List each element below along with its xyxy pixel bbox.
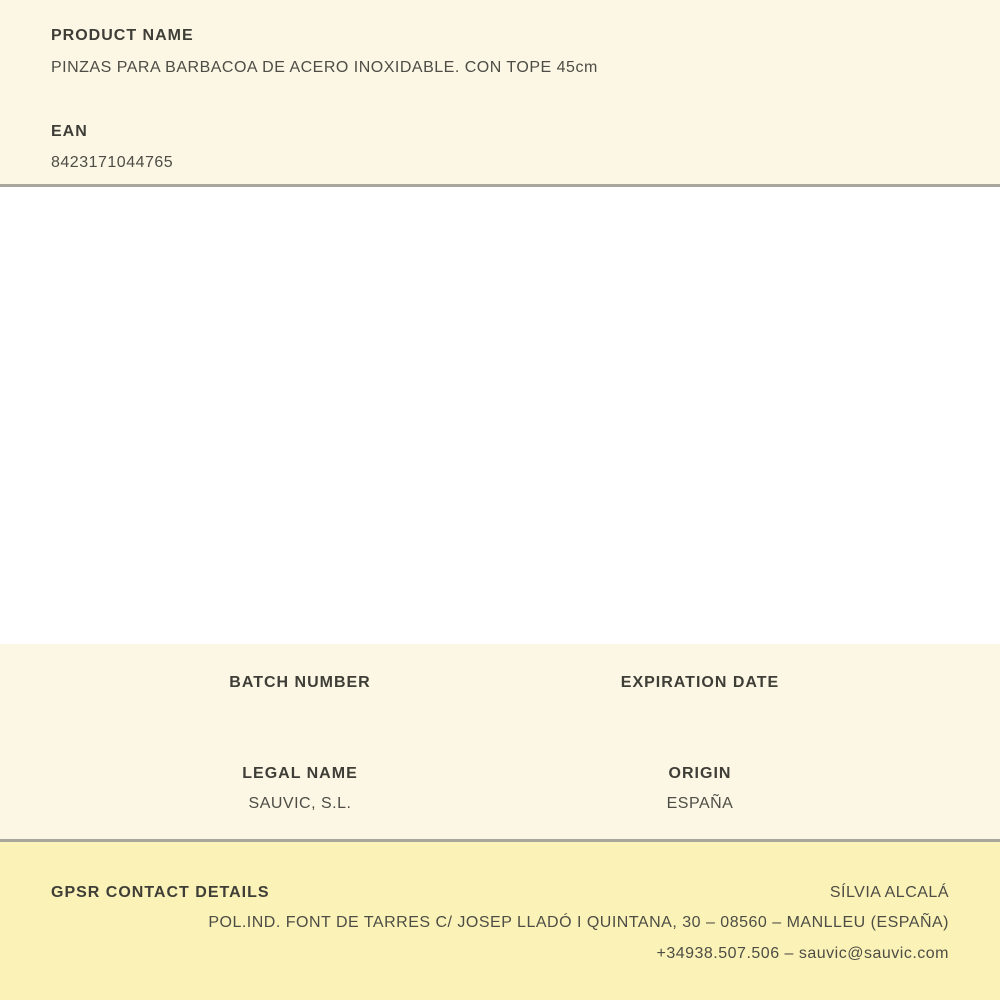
gpsr-contact-address: POL.IND. FONT DE TARRES C/ JOSEP LLADÓ I QUINTANA, 30 – 08560 – MANLLEU (ESPAÑA) [208,914,949,931]
legal-origin-row [100,765,900,813]
product-name-label: PRODUCT NAME [51,27,194,44]
legal-name-label: LEGAL NAME [242,765,358,782]
gpsr-contact-header-row [51,884,949,902]
gpsr-contact-phone-email: +34938.507.506 – sauvic@sauvic.com [656,945,949,962]
origin-field [500,765,900,813]
expiration-date-label: EXPIRATION DATE [620,674,780,691]
legal-name-value: SAUVIC, S.L. [248,795,352,812]
product-name-field [51,27,949,77]
product-header-section [0,0,1000,187]
product-details-section [0,644,1000,842]
batch-number-field [100,674,500,692]
ean-value: 8423171044765 [51,154,174,171]
expiration-date-field [500,674,900,692]
gpsr-contact-section [0,842,1000,1000]
gpsr-contact-name: SÍLVIA ALCALÁ [829,884,949,901]
product-name-value: PINZAS PARA BARBACOA DE ACERO INOXIDABLE. CON TOPE 45cm [51,59,598,76]
batch-expiration-row [100,674,900,692]
legal-name-field [100,765,500,813]
batch-number-label: BATCH NUMBER [229,674,371,691]
product-image-area [0,187,1000,644]
gpsr-contact-heading: GPSR CONTACT DETAILS [51,884,270,901]
ean-field [51,123,949,172]
origin-label: ORIGIN [668,765,732,782]
ean-label: EAN [51,123,88,140]
origin-value: ESPAÑA [666,795,734,812]
